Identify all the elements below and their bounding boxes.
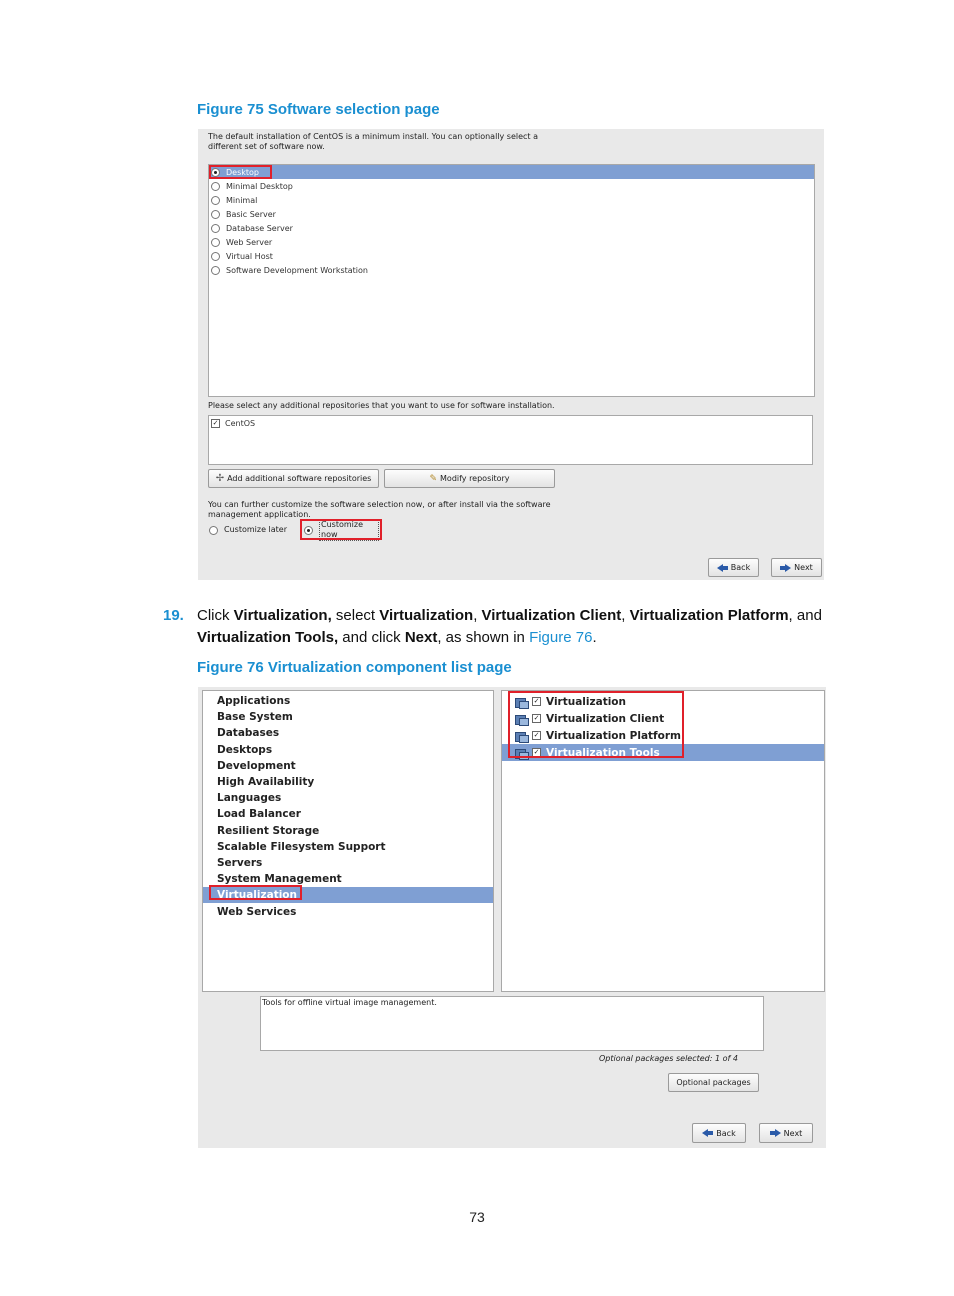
radio-icon bbox=[211, 196, 220, 205]
figure-76-caption: Figure 76 Virtualization component list page bbox=[197, 659, 512, 676]
group-item[interactable]: Databases bbox=[217, 727, 280, 739]
repo-list[interactable] bbox=[208, 415, 813, 465]
step-19-text-line2 bbox=[197, 627, 597, 649]
option-label: Desktop bbox=[226, 167, 259, 177]
step-19-text bbox=[197, 605, 825, 627]
component-label: Virtualization bbox=[546, 695, 627, 708]
next-label: Next bbox=[783, 1128, 803, 1138]
step-bold: Virtualization Platform bbox=[629, 607, 789, 624]
option-label: Database Server bbox=[226, 223, 293, 233]
checkbox-checked-icon[interactable]: ✓ bbox=[533, 731, 540, 739]
arrow-right-icon bbox=[780, 564, 791, 572]
checkbox-checked-icon[interactable]: ✓ bbox=[533, 714, 540, 722]
group-item[interactable]: Base System bbox=[217, 711, 293, 723]
optional-packages-button[interactable] bbox=[668, 1073, 759, 1092]
option-row-software-dev-workstation[interactable] bbox=[211, 263, 814, 277]
option-label: Virtual Host bbox=[226, 251, 273, 261]
component-row[interactable] bbox=[502, 727, 824, 744]
back-label: Back bbox=[730, 563, 751, 572]
group-item[interactable]: System Management bbox=[217, 873, 342, 885]
radio-icon bbox=[211, 252, 220, 261]
radio-icon bbox=[211, 266, 220, 275]
repo-label: CentOS bbox=[225, 418, 256, 428]
option-row-minimal[interactable] bbox=[211, 193, 814, 207]
customize-now-radio[interactable] bbox=[304, 522, 379, 538]
component-list[interactable] bbox=[501, 690, 825, 992]
install-option-list[interactable] bbox=[208, 164, 815, 397]
group-item[interactable]: Servers bbox=[217, 857, 263, 869]
plus-icon: ✢ bbox=[215, 473, 225, 484]
customize-text-2: management application. bbox=[208, 510, 311, 519]
component-list-panel bbox=[198, 687, 826, 1148]
component-label: Virtualization Client bbox=[546, 712, 665, 725]
step-text: , as shown in bbox=[437, 629, 530, 646]
next-label: Next bbox=[794, 563, 813, 572]
optional-packages-label: Optional packages bbox=[676, 1078, 751, 1087]
step-bold: Virtualization Client bbox=[481, 607, 622, 624]
next-button[interactable] bbox=[759, 1123, 813, 1143]
add-repo-label: Add additional software repositories bbox=[227, 474, 372, 483]
customize-later-radio[interactable] bbox=[209, 525, 287, 535]
edit-icon: ✎ bbox=[429, 473, 438, 484]
package-icon bbox=[515, 713, 528, 725]
component-row-selected[interactable] bbox=[502, 744, 824, 761]
step-text: . bbox=[592, 629, 597, 646]
component-row[interactable] bbox=[502, 710, 824, 727]
software-selection-panel bbox=[198, 129, 824, 580]
option-label: Minimal Desktop bbox=[226, 181, 293, 191]
customize-later-label: Customize later bbox=[224, 525, 288, 534]
group-item[interactable]: Development bbox=[217, 760, 296, 772]
option-row-virtual-host[interactable] bbox=[211, 249, 814, 263]
group-item[interactable]: Resilient Storage bbox=[217, 825, 320, 837]
step-number: 19. bbox=[163, 607, 184, 624]
step-text: Click bbox=[197, 607, 234, 624]
customize-now-label: Customize now bbox=[319, 519, 379, 541]
option-row-database-server[interactable] bbox=[211, 221, 814, 235]
package-icon bbox=[515, 696, 528, 708]
radio-icon bbox=[304, 526, 313, 535]
component-description bbox=[260, 996, 764, 1051]
group-item[interactable]: High Availability bbox=[217, 776, 315, 788]
step-bold: Next bbox=[404, 629, 438, 646]
group-item[interactable]: Languages bbox=[217, 792, 282, 804]
group-item[interactable]: Desktops bbox=[217, 744, 273, 756]
radio-icon bbox=[211, 168, 220, 177]
group-item[interactable]: Load Balancer bbox=[217, 808, 301, 820]
step-text: , bbox=[621, 607, 630, 624]
group-item[interactable]: Web Services bbox=[217, 906, 297, 918]
arrow-right-icon bbox=[770, 1129, 781, 1137]
add-repo-button[interactable] bbox=[208, 469, 379, 488]
step-bold: Virtualization bbox=[379, 607, 474, 624]
intro-text-1: The default installation of CentOS is a minimum install. You can optionally select a bbox=[208, 132, 539, 141]
radio-icon bbox=[211, 224, 220, 233]
radio-icon bbox=[209, 526, 218, 535]
component-label: Virtualization Platform bbox=[546, 729, 681, 742]
option-label: Basic Server bbox=[226, 209, 276, 219]
repo-row-centos[interactable] bbox=[211, 416, 812, 430]
radio-icon bbox=[211, 210, 220, 219]
checkbox-checked-icon[interactable]: ✓ bbox=[533, 697, 540, 705]
group-item[interactable]: Scalable Filesystem Support bbox=[217, 841, 386, 853]
radio-icon bbox=[211, 182, 220, 191]
back-label: Back bbox=[716, 1128, 736, 1138]
modify-repo-button[interactable] bbox=[384, 469, 555, 488]
intro-text-2: different set of software now. bbox=[208, 142, 325, 151]
option-label: Web Server bbox=[226, 237, 273, 247]
step-bold: Virtualization Tools, bbox=[197, 629, 339, 646]
step-text: select bbox=[331, 607, 380, 624]
step-text: and click bbox=[338, 629, 405, 646]
package-icon bbox=[515, 747, 528, 759]
group-item-virtualization[interactable]: Virtualization bbox=[217, 889, 298, 901]
group-list[interactable] bbox=[202, 690, 494, 992]
arrow-left-icon bbox=[702, 1129, 713, 1137]
checkbox-checked-icon[interactable]: ✓ bbox=[212, 418, 219, 427]
step-text: , bbox=[473, 607, 482, 624]
next-button[interactable] bbox=[771, 558, 822, 577]
package-icon bbox=[515, 730, 528, 742]
back-button[interactable] bbox=[708, 558, 759, 577]
page-number: 73 bbox=[469, 1209, 485, 1225]
option-row-basic-server[interactable] bbox=[211, 207, 814, 221]
group-item[interactable]: Applications bbox=[217, 695, 291, 707]
description-text: Tools for offline virtual image management. bbox=[262, 998, 437, 1007]
modify-repo-label: Modify repository bbox=[440, 474, 510, 483]
step-text: , and bbox=[788, 607, 822, 624]
option-label: Software Development Workstation bbox=[226, 265, 368, 275]
customize-text-1: You can further customize the software selection now, or after install via the software bbox=[208, 500, 551, 509]
optional-count: Optional packages selected: 1 of 4 bbox=[599, 1054, 738, 1063]
option-label: Minimal bbox=[226, 195, 258, 205]
back-button[interactable] bbox=[692, 1123, 746, 1143]
option-row-desktop[interactable] bbox=[211, 165, 814, 179]
arrow-left-icon bbox=[717, 564, 728, 572]
figure-75-caption: Figure 75 Software selection page bbox=[197, 101, 440, 118]
repo-prompt: Please select any additional repositories that you want to use for software installation. bbox=[208, 401, 555, 410]
figure-76-link[interactable]: Figure 76 bbox=[529, 629, 593, 646]
option-row-web-server[interactable] bbox=[211, 235, 814, 249]
component-row[interactable] bbox=[502, 693, 824, 710]
option-row-minimal-desktop[interactable] bbox=[211, 179, 814, 193]
step-bold: Virtualization, bbox=[233, 607, 332, 624]
checkbox-checked-icon[interactable]: ✓ bbox=[533, 748, 540, 756]
component-label: Virtualization Tools bbox=[546, 746, 660, 759]
radio-icon bbox=[211, 238, 220, 247]
